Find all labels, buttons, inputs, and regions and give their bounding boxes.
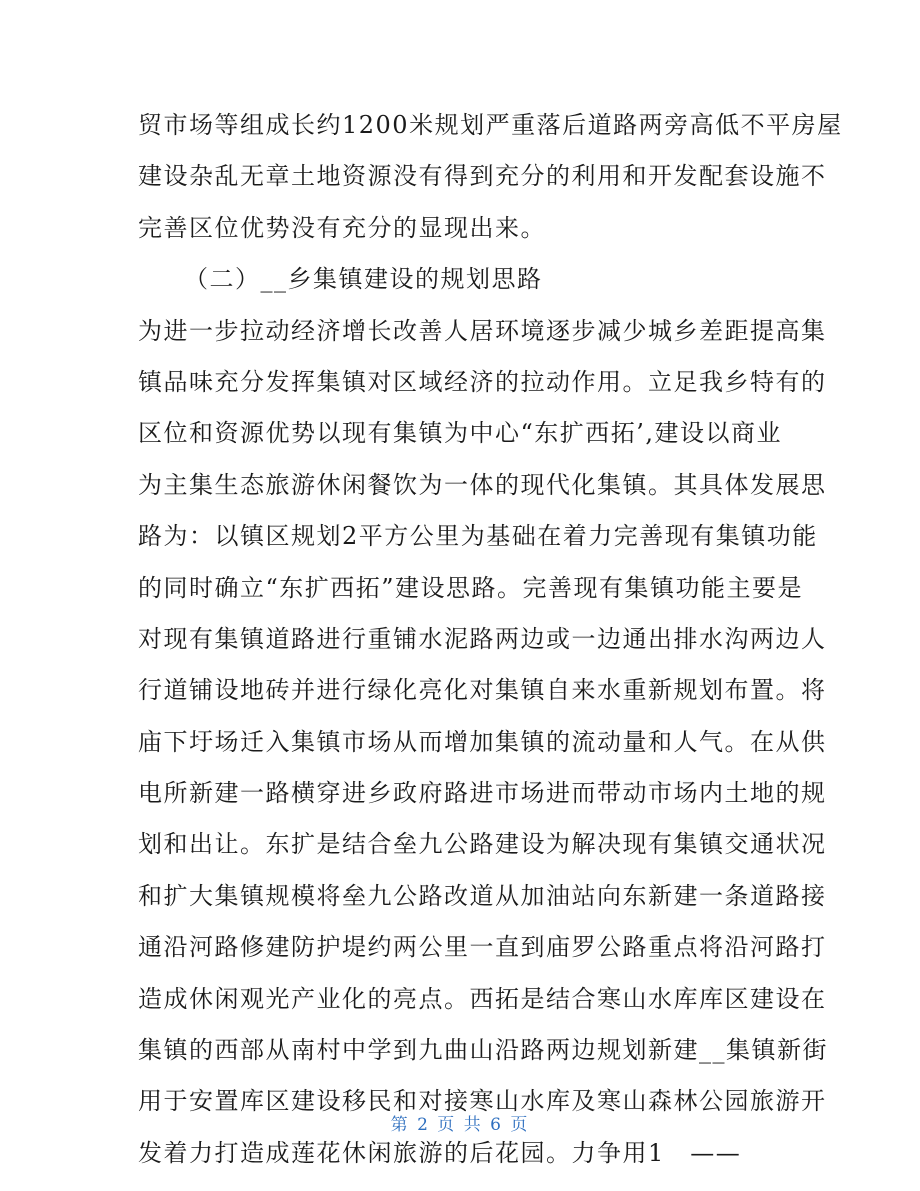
text-line: 对现有集镇道路进行重铺水泥路两边或一边通出排水沟两边人 xyxy=(138,624,827,653)
text-line: 发着力打造成莲花休闲旅游的后花园。力争用1 —— xyxy=(138,1138,742,1167)
text-line: 建设杂乱无章土地资源没有得到充分的利用和开发配套设施不 xyxy=(138,162,827,191)
text-line: 路为：以镇区规划2平方公里为基础在着力完善现有集镇功能 xyxy=(138,522,818,551)
text-line: 镇品味充分发挥集镇对区域经济的拉动作用。立足我乡特有的 xyxy=(138,367,827,396)
text-line: 用于安置库区建设移民和对接寒山水库及寒山森林公园旅游开 xyxy=(138,1087,827,1116)
text-line: 行道铺设地砖并进行绿化亮化对集镇自来水重新规划布置。将 xyxy=(138,676,827,705)
text-line: 划和出让。东扩是结合垒九公路建设为解决现有集镇交通状况 xyxy=(138,830,827,859)
text-line: 区位和资源优势以现有集镇为中心“东扩西拓’,建设以商业 xyxy=(138,419,783,448)
text-line: 造成休闲观光产业化的亮点。西拓是结合寒山水库库区建设在 xyxy=(138,984,827,1013)
text-line: 和扩大集镇规模将垒九公路改道从加油站向东新建一条道路接 xyxy=(138,881,827,910)
document-body xyxy=(138,100,843,1179)
text-line: 完善区位优势没有充分的显现出来。 xyxy=(138,213,546,242)
text-line: 的同时确立“东扩西拓”建设思路。完善现有集镇功能主要是 xyxy=(138,573,804,602)
text-line: 通沿河路修建防护堤约两公里一直到庙罗公路重点将沿河路打 xyxy=(138,933,827,962)
text-line: 贸市场等组成长约1200米规划严重落后道路两旁高低不平房屋 xyxy=(138,111,843,139)
text-line: 庙下圩场迁入集镇市场从而增加集镇的流动量和人气。在从供 xyxy=(138,727,827,756)
text-line: 为进一步拉动经济增长改善人居环境逐步减少城乡差距提高集 xyxy=(138,316,827,345)
page-number-footer: 第 2 页 共 6 页 xyxy=(390,1115,530,1135)
text-line: 集镇的西部从南村中学到九曲山沿路两边规划新建__集镇新街 xyxy=(138,1036,828,1065)
section-heading: （二）__乡集镇建设的规划思路 xyxy=(184,265,543,294)
text-line: 为主集生态旅游休闲餐饮为一体的现代化集镇。其具体发展思 xyxy=(138,470,827,499)
text-line: 电所新建一路横穿进乡政府路进市场进而带动市场内土地的规 xyxy=(138,779,827,808)
